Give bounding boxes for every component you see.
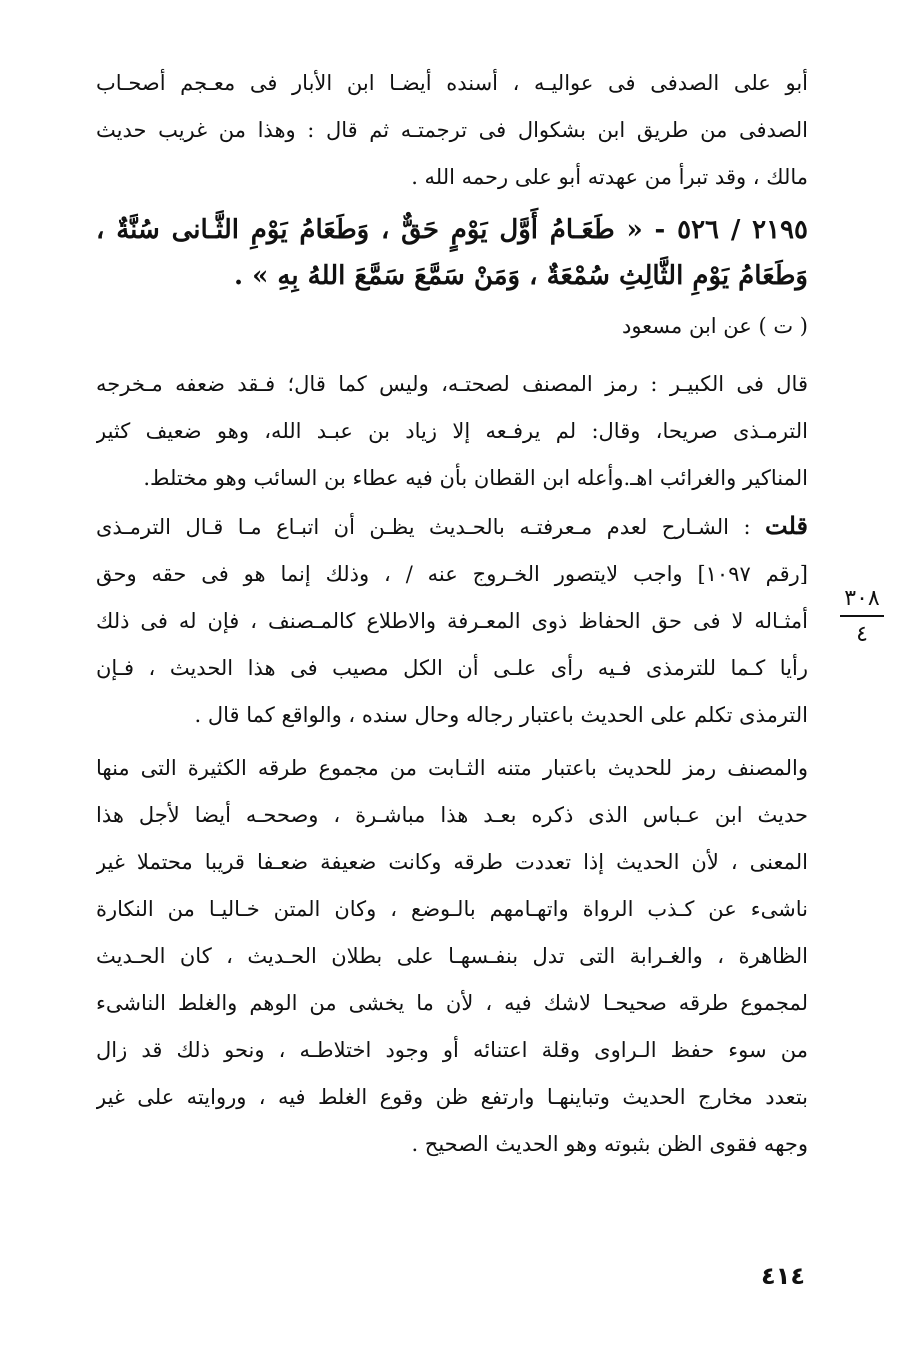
qult-paragraph bbox=[96, 502, 808, 739]
text-line: ناشىء عن كـذب الرواة واتهـامهم بالـوضع ، وكان المتن خـاليـا من النكارة bbox=[96, 897, 808, 921]
text-line: [رقم ١٠٩٧] واجب لايتصور الخـروج عنه / ، وذلك إنما هو فى حقه وحق bbox=[96, 562, 808, 586]
margin-reference bbox=[840, 585, 884, 649]
text-line: مالك ، وقد تبرأ من عهدته أبو على رحمه الله . bbox=[411, 165, 808, 189]
text-line: وجهه فقوى الظن بثبوته وهو الحديث الصحيح . bbox=[411, 1132, 808, 1156]
text-line: المناكير والغرائب اهـ.وأعله ابن القطان بأن فيه عطاء بن السائب وهو مختلط. bbox=[143, 466, 808, 490]
hadith-text bbox=[96, 207, 808, 299]
intro-paragraph bbox=[96, 60, 808, 201]
text-line: الظاهرة ، والغـرابة التى تدل بنفـسهـا على بطلان الحـديث ، كان الحـديث bbox=[96, 944, 808, 968]
text-line: الترمذى تكلم على الحديث باعتبار رجاله وحال سنده ، والواقع كما قال . bbox=[194, 703, 808, 727]
page-body bbox=[96, 60, 808, 1168]
qult-line-text: : الشـارح لعدم مـعرفتـه بالحـديث يظـن أن اتبـاع مـا قـال الترمـذى bbox=[96, 515, 751, 539]
hadith-line: وَطَعَامُ يَوْمِ الثَّالِثِ سُمْعَةٌ ، وَمَنْ سَمَّعَ سَمَّعَ اللهُ بِهِ » . bbox=[234, 261, 808, 291]
text-line: أبو على الصدفى فى عواليـه ، أسنده أيضـا ابن الأبار فى معـجم أصحـاب bbox=[96, 71, 808, 95]
qult-heading: قلت bbox=[765, 511, 808, 540]
margin-ref-rule bbox=[840, 615, 884, 617]
text-line: لمجموع طرقه صحيحـا لاشك فيه ، لأن ما يخشى من الوهم والغلط الناشىء bbox=[96, 991, 808, 1015]
text-line: الترمـذى صريحا، وقال: لم يرفـعه إلا زياد بن عبـد الله، وهو ضعيف كثير bbox=[96, 419, 808, 443]
final-paragraph bbox=[96, 745, 808, 1168]
text-line: رأيا كـما للترمذى فـيه رأى علـى أن الكل مصيب فى هذا الحديث ، فـإن bbox=[96, 656, 808, 680]
page-number: ٤١٤ bbox=[761, 1262, 805, 1290]
text-line: من سوء حفظ الـراوى وقلة اعتنائه أو وجود اختلاطـه ، ونحو ذلك قد زال bbox=[96, 1038, 808, 1062]
text-line: المعنى ، لأن الحديث إذا تعددت طرقه وكانت ضعيفة ضعـفا قريبا محتملا غير bbox=[96, 850, 808, 874]
text-line: قال فى الكبيـر : رمز المصنف لصحتـه، وليس كما قال؛ فـقد ضعفه مـخرجه bbox=[96, 372, 808, 396]
text-line: بتعدد مخارج الحديث وتباينهـا وارتفع ظن وقوع الغلط فيه ، وروايته على غير bbox=[96, 1085, 808, 1109]
margin-ref-bottom: ٤ bbox=[856, 622, 868, 647]
text-line: الصدفى من طريق ابن بشكوال فى ترجمتـه ثم قال : وهذا من غريب حديث bbox=[96, 118, 808, 142]
hadith-line: ٢١٩٥ / ٥٢٦ - « طَعَـامُ أَوَّل يَوْمٍ حَقٌّ ، وَطَعَامُ يَوْمِ الثَّـانى سُنَّةٌ ، bbox=[96, 215, 808, 245]
text-line: حديث ابن عـباس الذى ذكره بعـد هذا مباشـرة ، وصححـه أيضا لأجل هذا bbox=[96, 803, 808, 827]
text-line bbox=[96, 502, 808, 551]
margin-ref-top: ٣٠٨ bbox=[844, 586, 880, 611]
text-line: أمثـاله لا فى حق الحفاظ ذوى المعـرفة والاطلاع كالمـصنف ، فإن له فى ذلك bbox=[96, 609, 808, 633]
hadith-source: ( ت ) عن ابن مسعود bbox=[621, 314, 808, 338]
kabir-paragraph bbox=[96, 361, 808, 502]
text-line: والمصنف رمز للحديث باعتبار متنه الثـابت من مجموع طرقه الكثيرة التى منها bbox=[96, 756, 808, 780]
